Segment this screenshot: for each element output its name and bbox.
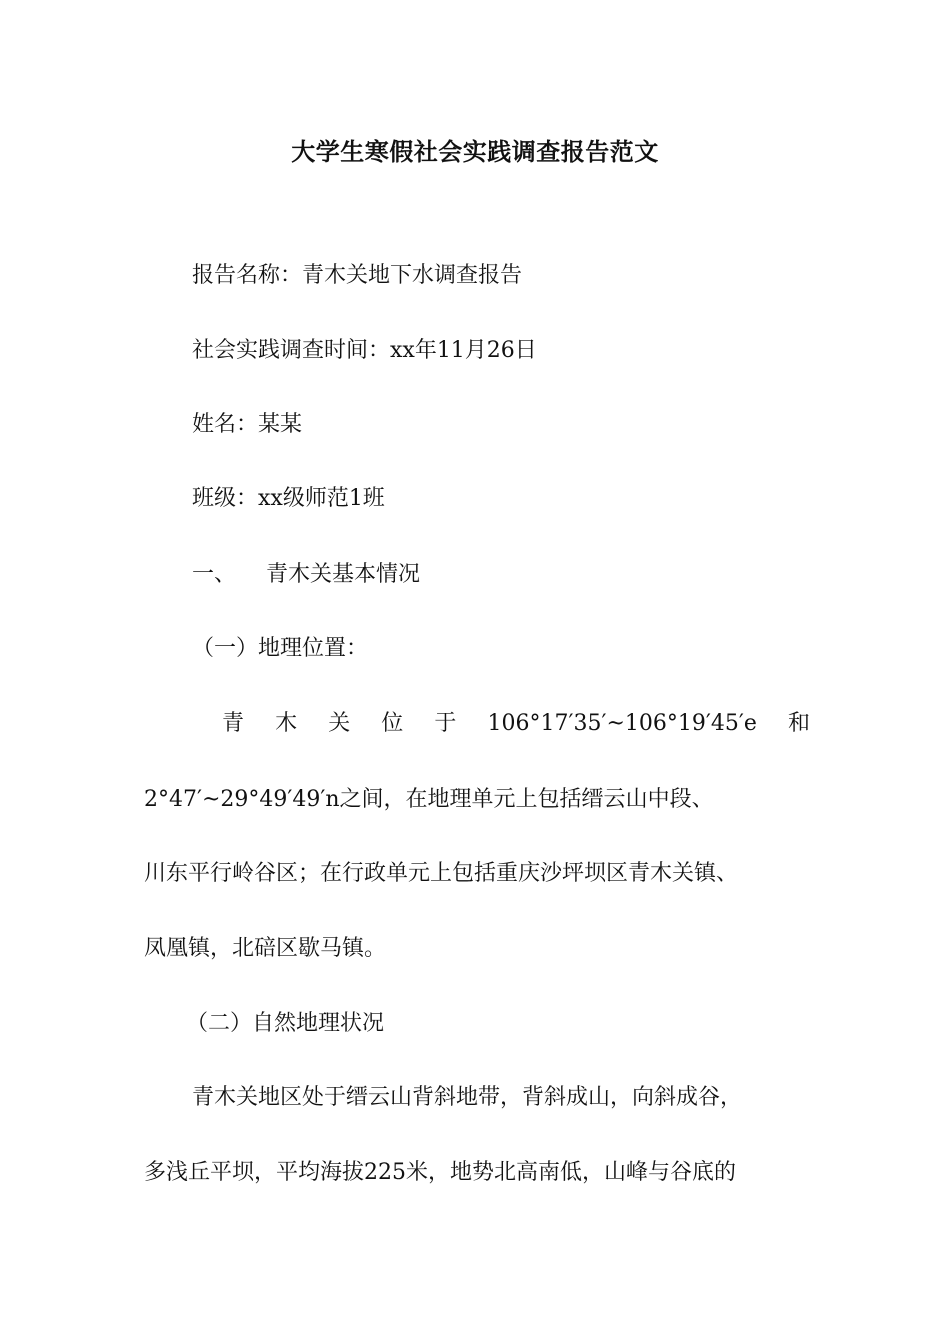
text-char: 和 bbox=[787, 711, 810, 736]
paragraph-line: 多浅丘平坝，平均海拔225米，地势北高南低，山峰与谷底的 bbox=[144, 1160, 736, 1185]
section-heading bbox=[192, 559, 420, 591]
section-number: 一、 bbox=[192, 562, 237, 587]
paragraph-line: 凤凰镇，北碚区歇马镇。 bbox=[144, 936, 387, 961]
section-title: 青木关基本情况 bbox=[266, 562, 421, 587]
text-char: 关 bbox=[328, 711, 351, 736]
text-char: 于 bbox=[434, 711, 457, 736]
student-name-line: 姓名：某某 bbox=[192, 412, 303, 437]
paragraph-line: 2°47′~29°49′49′n之间，在地理单元上包括缙云山中段、 bbox=[144, 787, 714, 812]
paragraph-line bbox=[222, 708, 810, 740]
document-title: 大学生寒假社会实践调查报告范文 bbox=[291, 138, 659, 166]
text-char: 位 bbox=[381, 711, 404, 736]
survey-time-line: 社会实践调查时间：xx年11月26日 bbox=[192, 338, 537, 363]
report-name-line: 报告名称：青木关地下水调查报告 bbox=[192, 263, 523, 288]
class-line: 班级：xx级师范1班 bbox=[192, 486, 385, 511]
paragraph-line: 青木关地区处于缙云山背斜地带，背斜成山，向斜成谷， bbox=[192, 1085, 743, 1110]
subsection-heading-geography: （二）自然地理状况 bbox=[186, 1011, 385, 1036]
text-char: 木 bbox=[275, 711, 298, 736]
text-char: 青 bbox=[222, 711, 245, 736]
paragraph-line: 川东平行岭谷区；在行政单元上包括重庆沙坪坝区青木关镇、 bbox=[144, 861, 739, 886]
subsection-heading-location: （一）地理位置： bbox=[192, 636, 369, 661]
coordinate-text: 106°17′35′~106°19′45′e bbox=[487, 711, 757, 736]
